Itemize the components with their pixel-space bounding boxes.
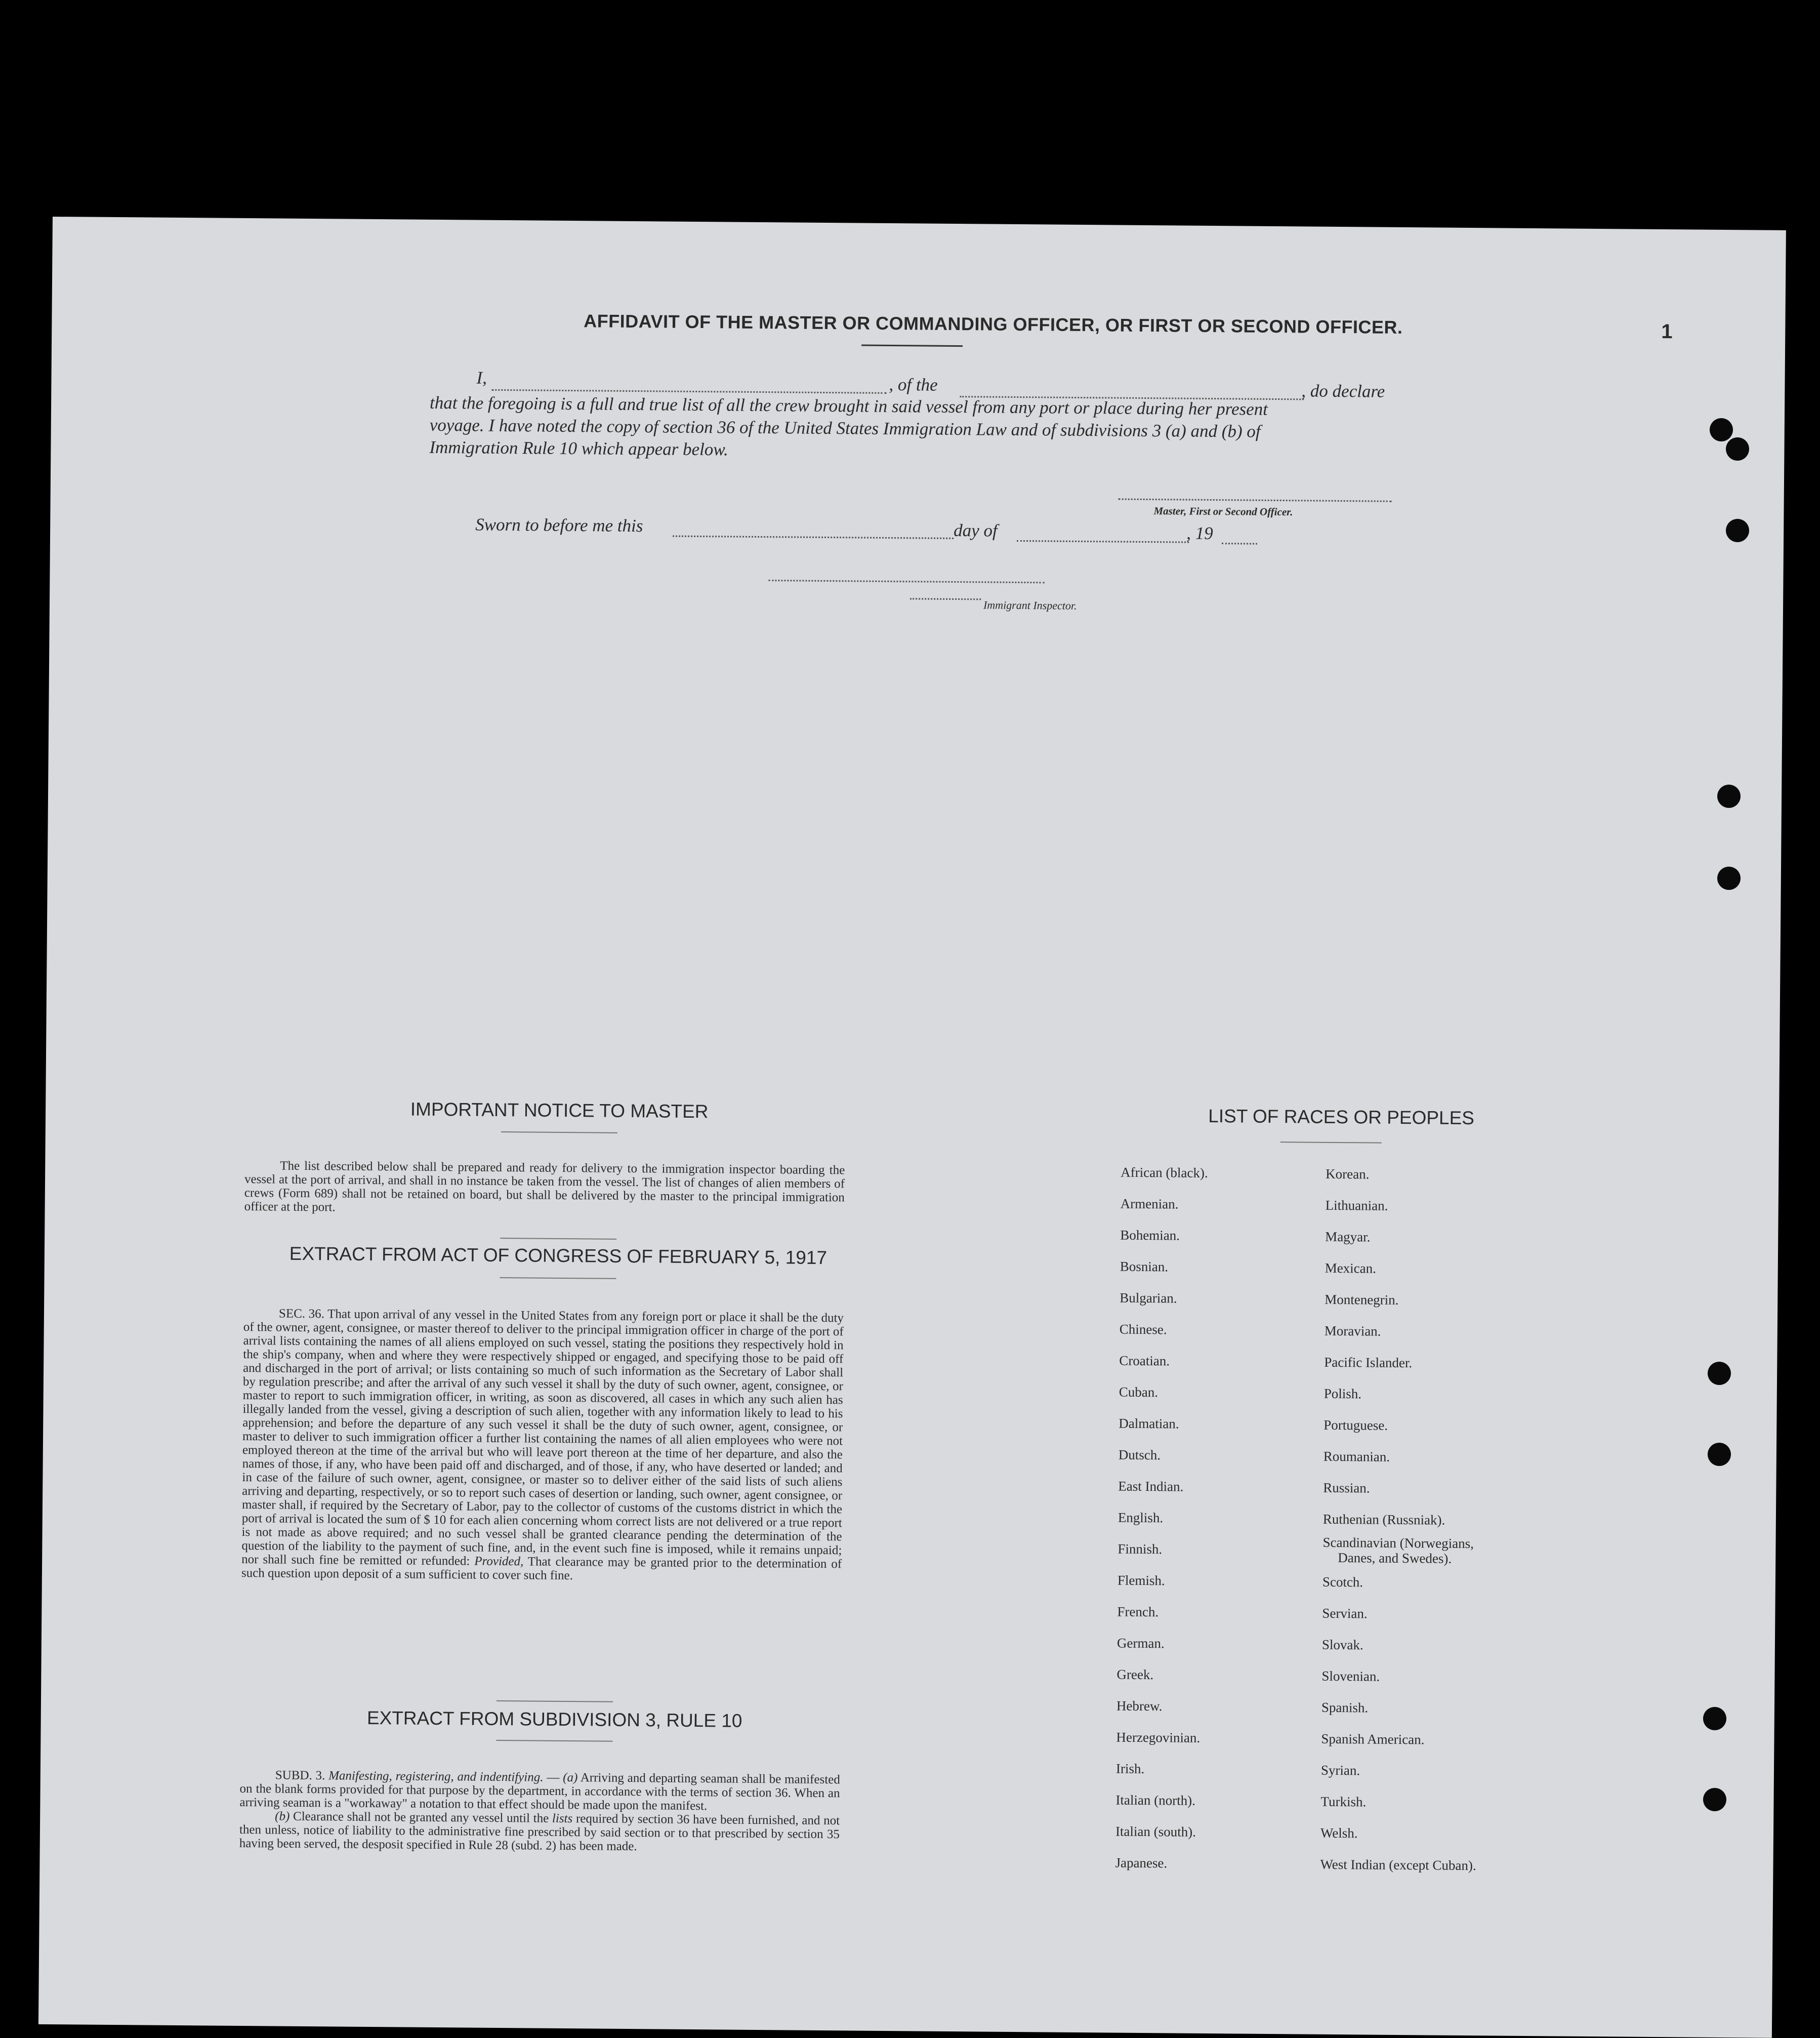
inspector-caption: Immigrant Inspector.: [983, 598, 1077, 612]
form-page: [38, 217, 1786, 2038]
sworn-text: Sworn to before me this: [475, 514, 643, 536]
races-rule: [1280, 1142, 1382, 1144]
affidavit-line-3: voyage. I have noted the copy of section 36 of the United States Immigration Law and of subdivisions 3 (a) and (b) of: [429, 415, 1261, 441]
race-item: Welsh.: [1320, 1825, 1358, 1841]
day-of-text: day of: [954, 520, 998, 541]
punch-hole: [1717, 785, 1741, 808]
race-item: Mexican.: [1325, 1260, 1377, 1276]
races-column-1: [1115, 1157, 1208, 1879]
act-paragraph: SEC. 36. That upon arrival of any vessel in the United States from any foreign port or place it shall be the duty of the owner, agent, consignee, or master thereof to deliver to the principal immigration officer in charge of the port of arrival lists containing the names of all aliens employed on such vessel, stating the positions they respectively hold in the ship's company, when and where they were respectively shipped or engaged, and specifying those to be paid off and discharged in the port of arrival; or lists containing so much of such information as the Secretary of Labor shall by regulation prescribe; and after the arrival of any such vessel it shall by the duty of such owner, agent, consignee, or master to report to such immigration officer, in writing, as soon as discovered, all cases in which any such alien has illegally landed from the vessel, giving a description of such alien, together with any information likely to lead to his apprehension; and before the departure of any such vessel it shall be the duty of such owner, agent, consignee, or master to deliver to such immigration officer a further list containing the names of all alien employees who were not employed thereon at the time of the arrival but who will leave port thereon at the time of her departure, and also the names of those, if any, who have been paid off and discharged, and of those, if any, who have deserted or landed; and in case of the failure of such owner, agent, consignee, or master so to deliver either of the said lists of such aliens arriving and departing, respectively, or so to report such cases of desertion or landing, such owner, agent consignee, or master shall, if required by the Secretary of Labor, pay to the collector of customs of the customs district in which the port of arrival is located the sum of $ 10 for each alien concerning whom correct lists are not delivered or a true report is not made as above required; and no such vessel shall be granted clearance pending the determination of the question of the liability to the payment of such fine, and, in the event such fine is imposed, while it remains unpaid; nor shall such fine be remitted or refunded:: [241, 1307, 844, 1568]
notice-text: [244, 1159, 845, 1218]
race-item: Chinese.: [1119, 1321, 1167, 1337]
race-item: Spanish.: [1321, 1699, 1369, 1716]
rule-paragraph-b: [239, 1809, 840, 1855]
affidavit-line-4: Immigration Rule 10 which appear below.: [429, 437, 728, 460]
sworn-date-line[interactable]: [673, 536, 954, 539]
year-line[interactable]: [1222, 543, 1257, 545]
race-item: Bohemian.: [1120, 1227, 1180, 1243]
race-item: Italian (north).: [1115, 1792, 1196, 1808]
race-item: Portuguese.: [1323, 1417, 1388, 1433]
b-lists: lists: [552, 1811, 573, 1826]
race-item: Lithuanian.: [1325, 1197, 1388, 1213]
affidavit-of-the: , of the: [889, 374, 938, 395]
race-item: Armenian.: [1120, 1196, 1179, 1212]
notice-rule: [501, 1131, 617, 1133]
title-rule: [861, 345, 963, 347]
b-label: (b): [275, 1809, 290, 1823]
race-item: Greek.: [1116, 1666, 1154, 1683]
page-number: 1: [1661, 320, 1673, 343]
inspector-signature-line[interactable]: [768, 580, 1044, 583]
rule-title: EXTRACT FROM SUBDIVISION 3, RULE 10: [366, 1707, 742, 1731]
race-item: [1322, 1535, 1479, 1567]
race-item: Italian (south).: [1115, 1823, 1196, 1840]
race-item: French.: [1117, 1604, 1159, 1620]
race-item: Cuban.: [1119, 1384, 1159, 1400]
race-item: West Indian (except Cuban).: [1320, 1856, 1476, 1873]
race-item: Bosnian.: [1120, 1258, 1169, 1275]
act-rule-top: [500, 1238, 616, 1240]
race-item-scandinavian-cont: Danes, and Swedes).: [1338, 1550, 1452, 1566]
act-provided: Provided,: [474, 1554, 524, 1569]
race-item: Hebrew.: [1116, 1698, 1163, 1714]
notice-paragraph: The list described below shall be prepared and ready for delivery to the immigration inspector boarding the vessel at the port of arrival, and shall in no instance be taken from the vessel. The list of changes of alien members of crews (Form 689) shall not be retained on board, but shall be delivered by the master to the principal immigration officer at the port.: [244, 1159, 845, 1214]
master-caption: Master, First or Second Officer.: [1153, 505, 1293, 518]
rule-rule-bottom: [496, 1740, 612, 1742]
punch-hole: [1703, 1707, 1726, 1730]
subd-dash: —: [543, 1770, 563, 1785]
race-item-scandinavian: Scandinavian (Norwegians,: [1322, 1534, 1474, 1552]
race-item: Montenegrin.: [1325, 1291, 1399, 1308]
affidavit-i-label: I,: [476, 368, 487, 388]
race-item: English.: [1118, 1510, 1164, 1526]
race-item: Flemish.: [1117, 1572, 1165, 1588]
race-item: Servian.: [1322, 1605, 1368, 1621]
affidavit-title: AFFIDAVIT OF THE MASTER OR COMMANDING OFFICER, OR FIRST OR SECOND OFFICER.: [584, 310, 1403, 338]
punch-hole: [1708, 1443, 1731, 1466]
a-text: Arriving and departing seaman shall be manifested on the blank forms provided for that purpose by the department, in accordance with the terms of section 36. When an arriving seaman is a "workaway" a notation to that effect should be made upon the manifest.: [239, 1771, 840, 1813]
rule-paragraph-a: [239, 1768, 840, 1814]
race-item: East Indian.: [1118, 1478, 1184, 1494]
race-item: Magyar.: [1325, 1229, 1371, 1245]
punch-hole: [1717, 867, 1741, 890]
race-item: Spanish American.: [1321, 1731, 1425, 1747]
subd-heading: Manifesting, registering, and indentifying.: [328, 1769, 544, 1784]
race-item: Polish.: [1323, 1385, 1362, 1402]
race-item: Irish.: [1115, 1761, 1145, 1777]
race-item: Syrian.: [1320, 1762, 1360, 1778]
race-item: Pacific Islander.: [1324, 1354, 1413, 1371]
punch-hole: [1726, 519, 1749, 542]
race-item: Herzegovinian.: [1116, 1729, 1201, 1745]
b-text-2: required by section 36 have been furnished, and not then unless, notice of liability to the administrative fine prescribed by said section or to that prescribed by section 35 having been served, the desposit specified in Rule 28 (subd. 2) has been made.: [239, 1812, 840, 1854]
month-line[interactable]: [1017, 540, 1189, 543]
punch-hole: [1710, 418, 1733, 441]
year-prefix: , 19: [1186, 523, 1213, 544]
act-text: [241, 1307, 844, 1584]
race-item: Moravian.: [1324, 1323, 1381, 1339]
act-paragraph-end: That clearance may be granted prior to the determination of such question upon deposit of a sum sufficient to cover such fine.: [241, 1555, 842, 1583]
race-item: Scotch.: [1322, 1574, 1363, 1590]
b-text-1: Clearance shall not be granted any vessel until the: [289, 1809, 553, 1825]
affidavit-do-declare: , do declare: [1301, 381, 1385, 401]
inspector-short-line: [910, 598, 981, 600]
affidavit-line-2: that the foregoing is a full and true list of all the crew brought in said vessel from any port or place during her present: [429, 392, 1268, 419]
notice-title: IMPORTANT NOTICE TO MASTER: [410, 1098, 709, 1122]
punch-hole: [1703, 1788, 1726, 1811]
race-item: Dutsch.: [1118, 1447, 1161, 1463]
act-title: EXTRACT FROM ACT OF CONGRESS OF FEBRUARY 5, 1917: [289, 1243, 828, 1269]
race-item: Japanese.: [1115, 1855, 1168, 1871]
race-item: Roumanian.: [1323, 1448, 1390, 1464]
races-title: LIST OF RACES OR PEOPLES: [1208, 1105, 1475, 1129]
race-item: Slovenian.: [1321, 1668, 1380, 1684]
master-signature-line[interactable]: [1119, 499, 1392, 502]
race-item: Korean.: [1326, 1166, 1370, 1182]
race-item: African (black).: [1121, 1164, 1208, 1180]
race-item: Russian.: [1323, 1480, 1370, 1496]
race-item: Ruthenian (Russniak).: [1322, 1511, 1445, 1528]
race-item: Bulgarian.: [1120, 1290, 1177, 1306]
rule-text: [239, 1768, 840, 1855]
punch-hole: [1726, 437, 1749, 461]
race-item: Finnish.: [1118, 1541, 1163, 1557]
race-item: Dalmatian.: [1119, 1415, 1179, 1432]
race-item: German.: [1116, 1635, 1165, 1651]
rule-rule-top: [497, 1700, 613, 1702]
races-column-2: [1320, 1158, 1481, 1881]
act-rule-bottom: [500, 1277, 616, 1279]
subd-label: SUBD. 3.: [275, 1768, 329, 1783]
a-label: (a): [563, 1771, 578, 1785]
punch-hole: [1708, 1362, 1731, 1385]
race-item: Croatian.: [1119, 1353, 1170, 1369]
race-item: Turkish.: [1320, 1794, 1367, 1810]
race-item: Slovak.: [1321, 1637, 1363, 1653]
